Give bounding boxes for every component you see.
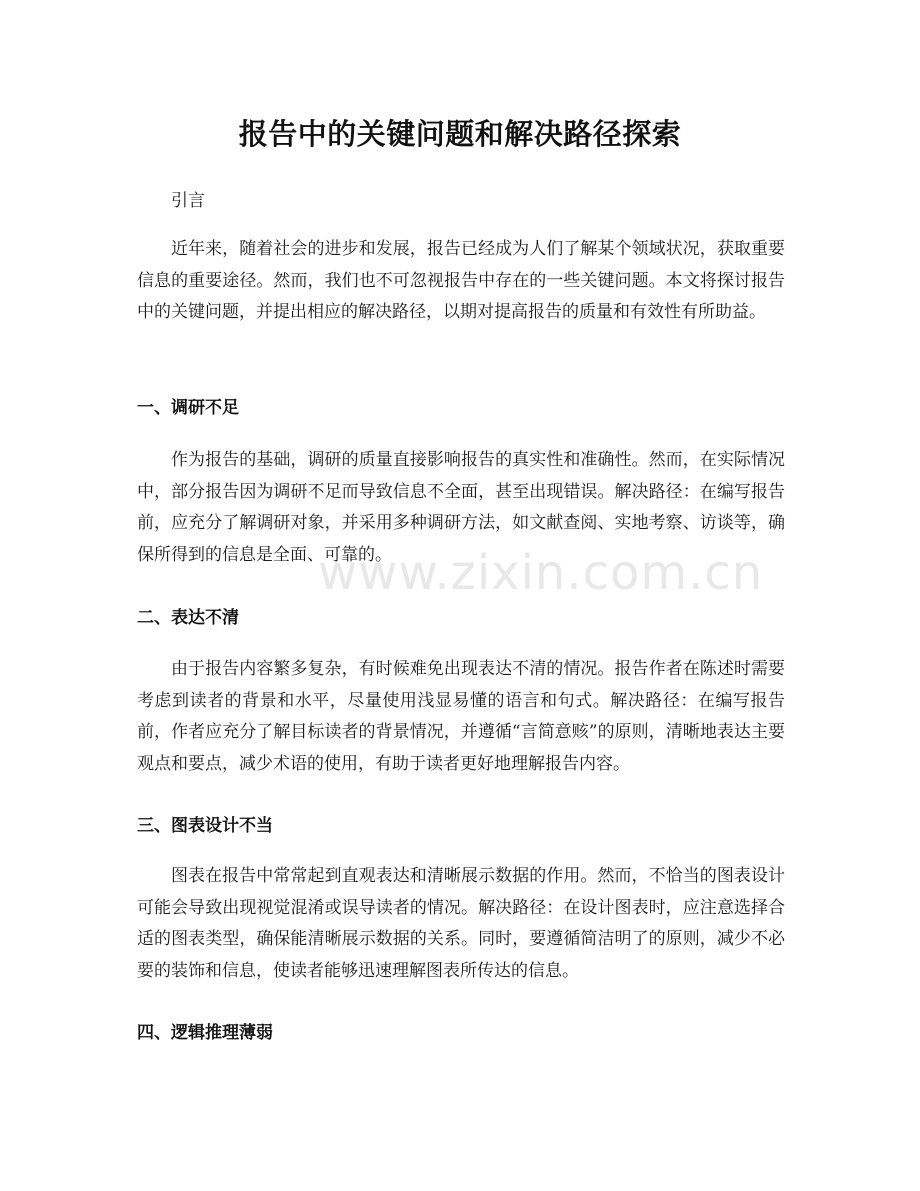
section-heading-2: 二、表达不清 <box>137 608 239 628</box>
section-paragraph-1: 作为报告的基础，调研的质量直接影响报告的真实性和准确性。然而，在实际情况中，部分报告因为调研不足而导致信息不全面，甚至出现错误。解决路径：在编写报告前，应充分了解调研对象，并采用多种调研方法，如文献查阅、实地考察、访谈等，确保所得到的信息是全面、可靠的。 <box>137 450 785 565</box>
section-heading-4: 四、逻辑推理薄弱 <box>137 1023 273 1043</box>
intro-paragraph: 近年来，随着社会的进步和发展，报告已经成为人们了解某个领域状况，获取重要信息的重要途径。然而，我们也不可忽视报告中存在的一些关键问题。本文将探讨报告中的关键问题，并提出相应的解决路径，以期对提高报告的质量和有效性有所助益。 <box>137 239 785 322</box>
section-heading-1: 一、调研不足 <box>137 398 239 418</box>
intro-label: 引言 <box>171 191 205 211</box>
page-title: 报告中的关键问题和解决路径探索 <box>238 117 682 151</box>
section-paragraph-3: 图表在报告中常常起到直观表达和清晰展示数据的作用。然而，不恰当的图表设计可能会导致出现视觉混淆或误导读者的情况。解决路径：在设计图表时，应注意选择合适的图表类型，确保能清晰展示数据的关系。同时，要遵循简洁明了的原则，减少不必要的装饰和信息，使读者能够迅速理解图表所传达的信息。 <box>137 866 785 981</box>
watermark: www.zixin.com.cn <box>318 545 764 601</box>
section-paragraph-2: 由于报告内容繁多复杂，有时候难免出现表达不清的情况。报告作者在陈述时需要考虑到读者的背景和水平，尽量使用浅显易懂的语言和句式。解决路径：在编写报告前，作者应充分了解目标读者的背景情况，并遵循“言简意赅”的原则，清晰地表达主要观点和要点，减少术语的使用，有助于读者更好地理解报告内容。 <box>137 659 785 774</box>
section-heading-3: 三、图表设计不当 <box>137 816 273 836</box>
